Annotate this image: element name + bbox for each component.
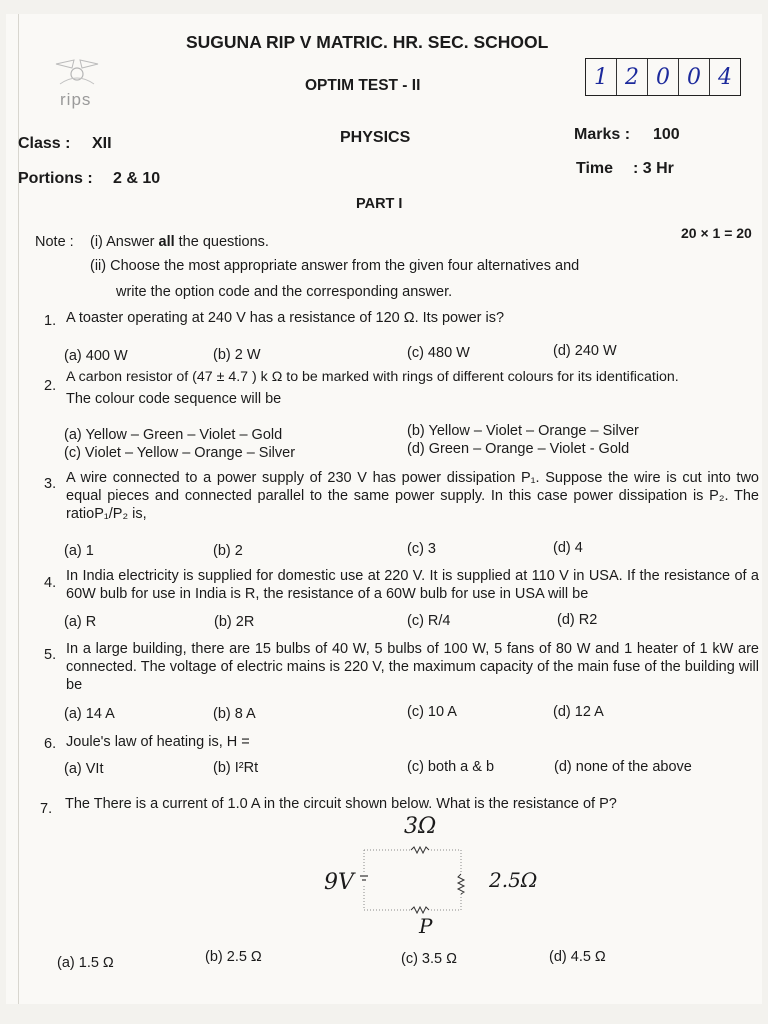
note-line-3: write the option code and the corresponding answer. [116,284,453,300]
option: (c) 3.5 Ω [401,951,457,967]
option: (d) Green – Orange – Violet - Gold [407,441,630,457]
option: (d) R2 [557,612,598,628]
question-text: Joule's law of heating is, H = [66,734,250,750]
question-text: The colour code sequence will be [66,391,282,407]
option: (c) 3 [407,541,436,557]
option: (a) 1 [64,543,94,559]
option: (a) 400 W [64,348,128,364]
roll-digit: 4 [718,64,732,90]
option: (c) both a & b [407,759,495,775]
option: (a) R [64,614,97,630]
option: (b) I²Rt [213,760,259,776]
test-name: OPTIM TEST - II [305,77,421,94]
option: (b) 2.5 Ω [205,949,262,965]
note-line-1: (i) Answer all the questions. [90,234,269,250]
option: (c) 480 W [407,345,470,361]
time-label: Time [576,160,614,177]
circuit-label-3ohm: 3Ω [404,814,437,839]
question-number: 6. [44,736,57,752]
question-number: 1. [44,313,57,329]
resistor-2-5ohm-icon [458,874,464,894]
option: (c) 10 A [407,704,457,720]
time-value: : 3 Hr [633,160,674,177]
page-edge [18,14,19,1004]
option: (d) 240 W [553,343,617,359]
question-text: In a large building, there are 15 bulbs of 40 W, 5 bulbs of 100 W, 5 fans of 80 W and 1 heater of 1 kW are connected. The voltage of electric mains is 220 V, the maximum capacity of the main fuse of the building will be [66,641,759,693]
exam-page [6,14,762,1004]
option: (a) VIt [64,761,104,777]
option: (b) 2 W [213,347,261,363]
question-number: 3. [44,476,57,492]
question-text: A wire connected to a power supply of 230 V has power dissipation P₁. Suppose the wire is cut into two equal pieces and connected parallel to the same power supply. In this case power dissipation is P₂. The ratioP₁/P₂ is, [66,470,759,522]
note-label: Note : [35,234,74,250]
question-text: The There is a current of 1.0 A in the circuit shown below. What is the resistance of P? [65,796,617,812]
option: (c) R/4 [407,613,451,629]
class-label: Class : [18,135,71,152]
roll-digit: 0 [648,59,679,95]
resistor-3ohm-icon [411,847,429,853]
option: (a) 1.5 Ω [57,955,114,971]
option: (b) Yellow – Violet – Orange – Silver [407,423,639,439]
note-line-2: (ii) Choose the most appropriate answer from the given four alternatives and [90,258,580,274]
roll-digit: 1 [586,59,617,95]
option: (d) 4.5 Ω [549,949,606,965]
question-number: 5. [44,647,57,663]
marks-label: Marks : [574,126,631,143]
logo-text: rips [60,90,92,109]
option: (b) 2 [213,543,243,559]
part-heading: PART I [356,196,403,212]
marks-value: 100 [653,126,680,143]
question-number: 7. [40,801,53,817]
option: (c) Violet – Yellow – Orange – Silver [64,445,296,461]
roll-digit: 2 [617,59,648,95]
circuit-label-p: P [419,914,433,938]
school-name: SUGUNA RIP V MATRIC. HR. SEC. SCHOOL [186,32,549,52]
section-marks: 20 × 1 = 20 [681,225,752,241]
roll-number-boxes [585,58,741,96]
option: (d) 12 A [553,704,604,720]
circuit-label-9v: 9V [324,870,354,895]
class-value: XII [92,135,112,152]
option: (a) Yellow – Green – Violet – Gold [64,427,283,443]
subject: PHYSICS [340,129,411,146]
circuit-label-2-5ohm: 2.5Ω [489,868,538,892]
question-number: 4. [44,575,57,591]
option: (d) 4 [553,540,583,556]
question-text: A carbon resistor of (47 ± 4.7 ) k Ω to be marked with rings of different colours for its identification. [66,369,679,385]
question-text: In India electricity is supplied for domestic use at 220 V. It is supplied at 110 V in USA. If the resistance of a 60W bulb for use in India is R, the resistance of a 60W bulb for use in USA will be [66,568,759,602]
resistor-p-icon [411,907,429,913]
option: (b) 8 A [213,706,256,722]
portions-label: Portions : [18,170,93,187]
roll-digit: 0 [679,59,710,95]
portions-value: 2 & 10 [113,170,161,187]
option: (d) none of the above [554,759,692,775]
question-number: 2. [44,378,57,394]
option: (b) 2R [214,614,255,630]
option: (a) 14 A [64,706,115,722]
question-text: A toaster operating at 240 V has a resistance of 120 Ω. Its power is? [66,310,505,326]
